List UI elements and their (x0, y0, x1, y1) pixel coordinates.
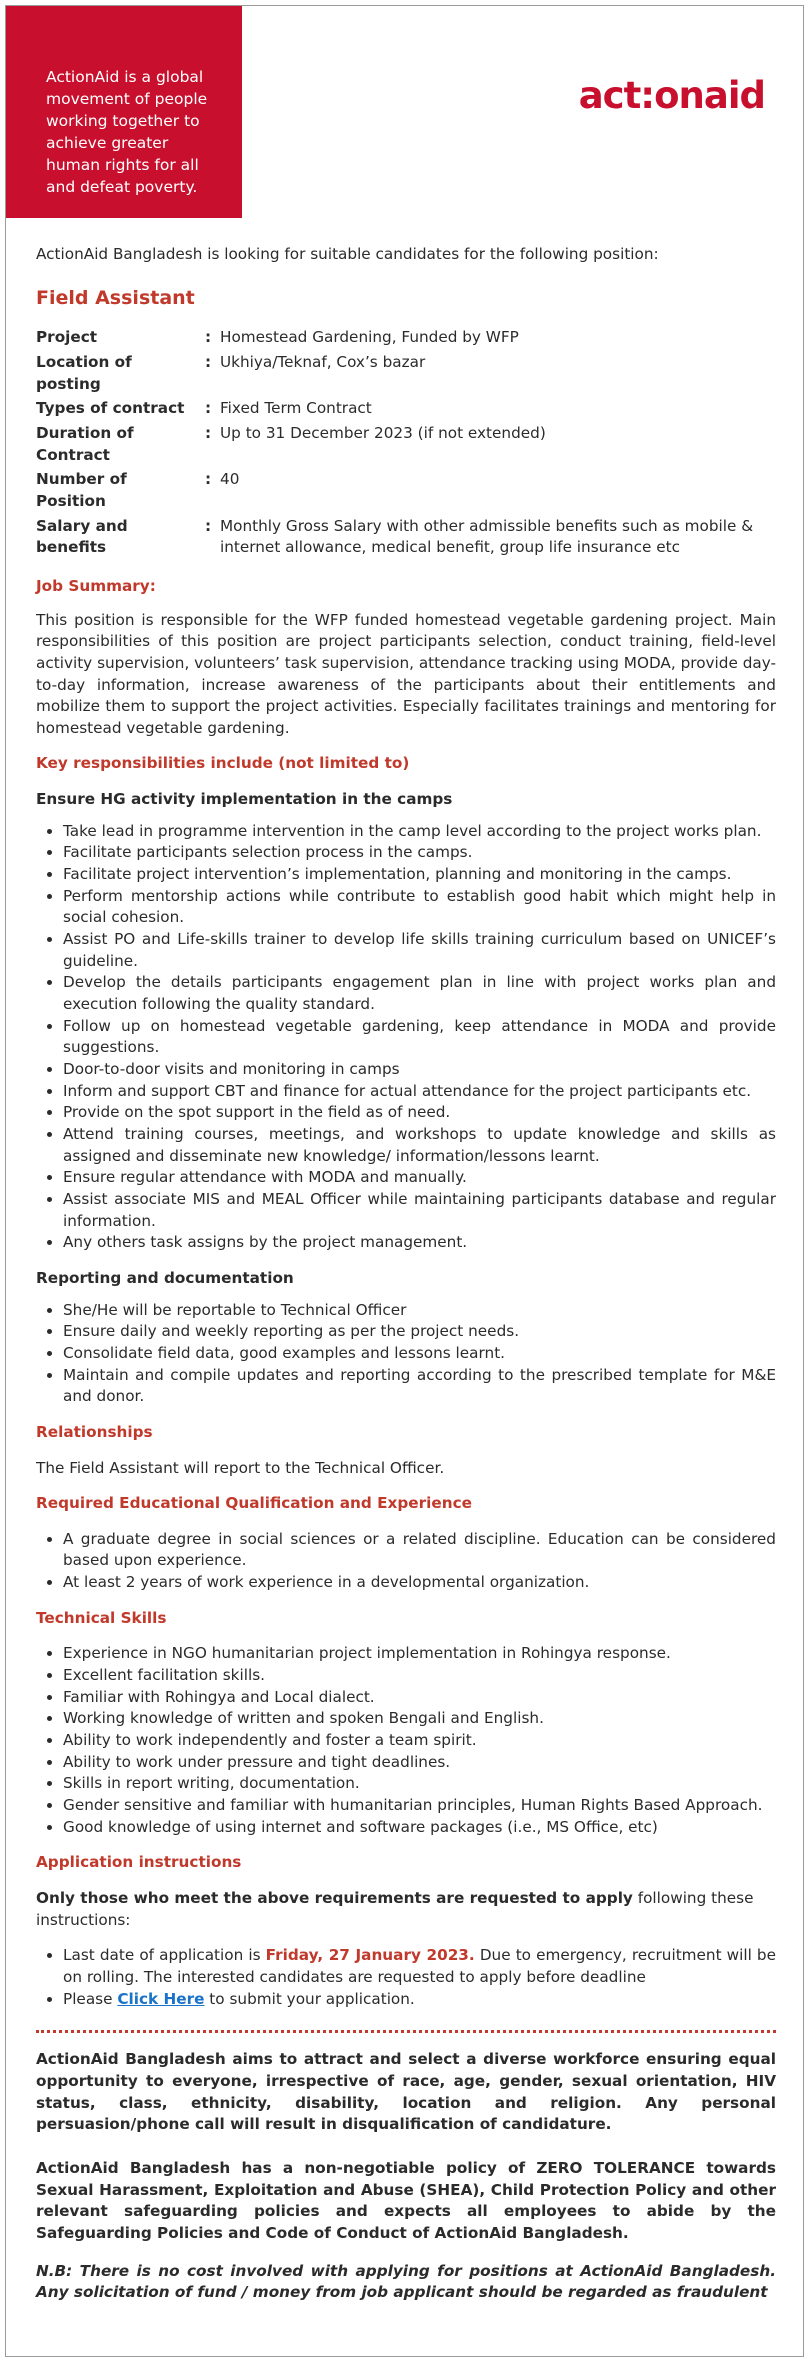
list-item: • At least 2 years of work experience in a developmental organization. (63, 1572, 776, 1594)
detail-colon: : (204, 516, 212, 535)
detail-label: Location of posting (36, 352, 132, 393)
qualification-list (36, 1529, 776, 1594)
list-item: • Maintain and compile updates and reporting according to the prescribed template for M&E and donor. (63, 1365, 776, 1408)
deadline-date: Friday, 27 January 2023. (265, 1946, 475, 1965)
list-item: • Take lead in programme intervention in the camp level according to the project works plan. (63, 821, 776, 843)
tagline-box (6, 6, 242, 218)
list-item: • She/He will be reportable to Technical Officer (63, 1300, 776, 1322)
list-item: • Working knowledge of written and spoken Bengali and English. (63, 1708, 776, 1730)
safeguarding-policy: ActionAid Bangladesh has a non-negotiable policy of ZERO TOLERANCE towards Sexual Harassment, Exploitation and Abuse (SHEA), Child Protection Policy and other relevant safeguarding policies and expects all employees to abide by the Safeguarding Policies and Code of Conduct of ActionAid Bangladesh. (36, 2158, 776, 2242)
detail-colon: : (204, 399, 212, 418)
job-summary-heading: Job Summary: (36, 576, 156, 595)
position-details-table (36, 327, 776, 562)
list-item: • A graduate degree in social sciences or a related discipline. Education can be considered based upon experience. (63, 1529, 776, 1572)
list-item: • Perform mentorship actions while contribute to establish good habit which might help in social cohesion. (63, 886, 776, 929)
detail-row (36, 516, 776, 562)
click-here-link[interactable]: Click Here (117, 1989, 205, 2008)
job-summary-text: This position is responsible for the WFP funded homestead vegetable gardening project. Main responsibilities of this position are project participants selection, conduct training, field-level activity supervision, volunteers’ task supervision, attendance tracking using MODA, provide day-to-day information, increase awareness of the participants about their entitlements and mobilize them to support the project activities. Especially facilitates trainings and mentoring for homestead vegetable gardening. (36, 610, 776, 737)
detail-value: Fixed Term Contract (220, 399, 372, 418)
responsibilities-heading: Key responsibilities include (not limited to) (36, 754, 410, 773)
relationships-text: The Field Assistant will report to the Technical Officer. (36, 1458, 445, 1477)
list-item: • Ability to work independently and foster a team spirit. (63, 1730, 776, 1752)
detail-colon: : (204, 470, 212, 489)
responsibilities-list (36, 821, 776, 1254)
list-item: • Assist associate MIS and MEAL Officer while maintaining participants database and regular information. (63, 1189, 776, 1232)
list-item: • Attend training courses, meetings, and workshops to update knowledge and skills as assigned and disseminate new knowledge/ information/lessons learnt. (63, 1124, 776, 1167)
main-content (36, 244, 776, 2304)
list-item: • Gender sensitive and familiar with humanitarian principles, Human Rights Based Approach. (63, 1795, 776, 1817)
intro-text: ActionAid Bangladesh is looking for suitable candidates for the following position: (36, 245, 659, 263)
nb-note: N.B: There is no cost involved with applying for positions at ActionAid Bangladesh. Any solicitation of fund / money from job applicant should be regarded as fraudulent (36, 2261, 776, 2302)
position-title: Field Assistant (36, 286, 195, 309)
tagline-text: ActionAid is a global movement of people working together to achieve greater human rights for all and defeat poverty. (46, 68, 208, 196)
list-item: • Assist PO and Life-skills trainer to develop life skills training curriculum based on UNICEF’s guideline. (63, 929, 776, 972)
list-item: • Facilitate participants selection process in the camps. (63, 842, 776, 864)
detail-colon: : (204, 352, 212, 371)
detail-row (36, 469, 776, 515)
detail-label: Number of Position (36, 470, 127, 510)
list-item: • Familiar with Rohingya and Local dialect. (63, 1687, 776, 1709)
application-lead-bold: Only those who meet the above requirements are requested to apply (36, 1889, 633, 1907)
detail-value: Ukhiya/Teknaf, Cox’s bazar (220, 352, 426, 371)
detail-row (36, 423, 776, 469)
list-item: • Excellent facilitation skills. (63, 1665, 776, 1687)
job-circular-page (5, 5, 804, 2357)
qualification-heading: Required Educational Qualification and Experience (36, 1494, 472, 1513)
list-item: • Any others task assigns by the project management. (63, 1232, 776, 1254)
list-item: • Experience in NGO humanitarian project implementation in Rohingya response. (63, 1643, 776, 1665)
detail-value: Up to 31 December 2023 (if not extended) (220, 423, 546, 442)
detail-colon: : (204, 328, 212, 347)
list-item: • Inform and support CBT and finance for actual attendance for the project participants etc. (63, 1081, 776, 1103)
detail-value: 40 (220, 470, 240, 489)
application-lead-rest: following these instructions: (36, 1889, 754, 1929)
dotted-divider (36, 2030, 776, 2033)
apply-prefix: Please (63, 1989, 118, 2008)
detail-label: Types of contract (36, 399, 185, 418)
detail-label: Salary and benefits (36, 516, 128, 557)
skills-list (36, 1643, 776, 1838)
deadline-item (63, 1945, 776, 1988)
responsibilities-subheading: Ensure HG activity implementation in the camps (36, 790, 453, 809)
detail-value: Homestead Gardening, Funded by WFP (220, 328, 519, 347)
list-item: • Facilitate project intervention’s implementation, planning and monitoring in the camps. (63, 864, 776, 886)
application-lead (36, 1888, 776, 1931)
apply-suffix: to submit your application. (204, 1989, 415, 2008)
list-item: • Skills in report writing, documentation. (63, 1773, 776, 1795)
list-item: • Door-to-door visits and monitoring in camps (63, 1059, 776, 1081)
diversity-statement: ActionAid Bangladesh aims to attract and select a diverse workforce ensuring equal opportunity to everyone, irrespective of race, age, gender, sexual orientation, HIV status, class, ethnicity, disability, location and religion. Any personal persuasion/phone call will result in disqualification of candidature. (36, 2050, 776, 2134)
application-list (36, 1945, 776, 2010)
detail-value: Monthly Gross Salary with other admissible benefits such as mobile & internet allowance, medical benefit, group life insurance etc (220, 516, 754, 557)
deadline-suffix: Due to emergency, recruitment will be on rolling. The interested candidates are requested to apply before deadline (63, 1946, 776, 1986)
list-item: • Ability to work under pressure and tight deadlines. (63, 1752, 776, 1774)
detail-label: Duration of Contract (36, 423, 134, 464)
detail-row (36, 352, 776, 398)
detail-colon: : (204, 423, 212, 442)
list-item: • Follow up on homestead vegetable gardening, keep attendance in MODA and provide suggestions. (63, 1016, 776, 1059)
list-item: • Ensure daily and weekly reporting as per the project needs. (63, 1321, 776, 1343)
application-heading: Application instructions (36, 1853, 242, 1872)
list-item: • Consolidate field data, good examples and lessons learnt. (63, 1343, 776, 1365)
relationships-heading: Relationships (36, 1422, 153, 1441)
detail-label: Project (36, 328, 98, 347)
list-item: • Provide on the spot support in the field as of need. (63, 1102, 776, 1124)
detail-row (36, 398, 776, 423)
list-item: • Develop the details participants engagement plan in line with project works plan and execution following the quality standard. (63, 972, 776, 1015)
list-item: • Ensure regular attendance with MODA and manually. (63, 1167, 776, 1189)
actionaid-logo: act:onaid (578, 74, 765, 117)
deadline-prefix: Last date of application is (63, 1946, 266, 1965)
reporting-list (36, 1300, 776, 1408)
skills-heading: Technical Skills (36, 1608, 167, 1627)
apply-item (63, 1989, 776, 2011)
detail-row (36, 327, 776, 352)
reporting-subheading: Reporting and documentation (36, 1268, 294, 1287)
list-item: • Good knowledge of using internet and software packages (i.e., MS Office, etc) (63, 1817, 776, 1839)
